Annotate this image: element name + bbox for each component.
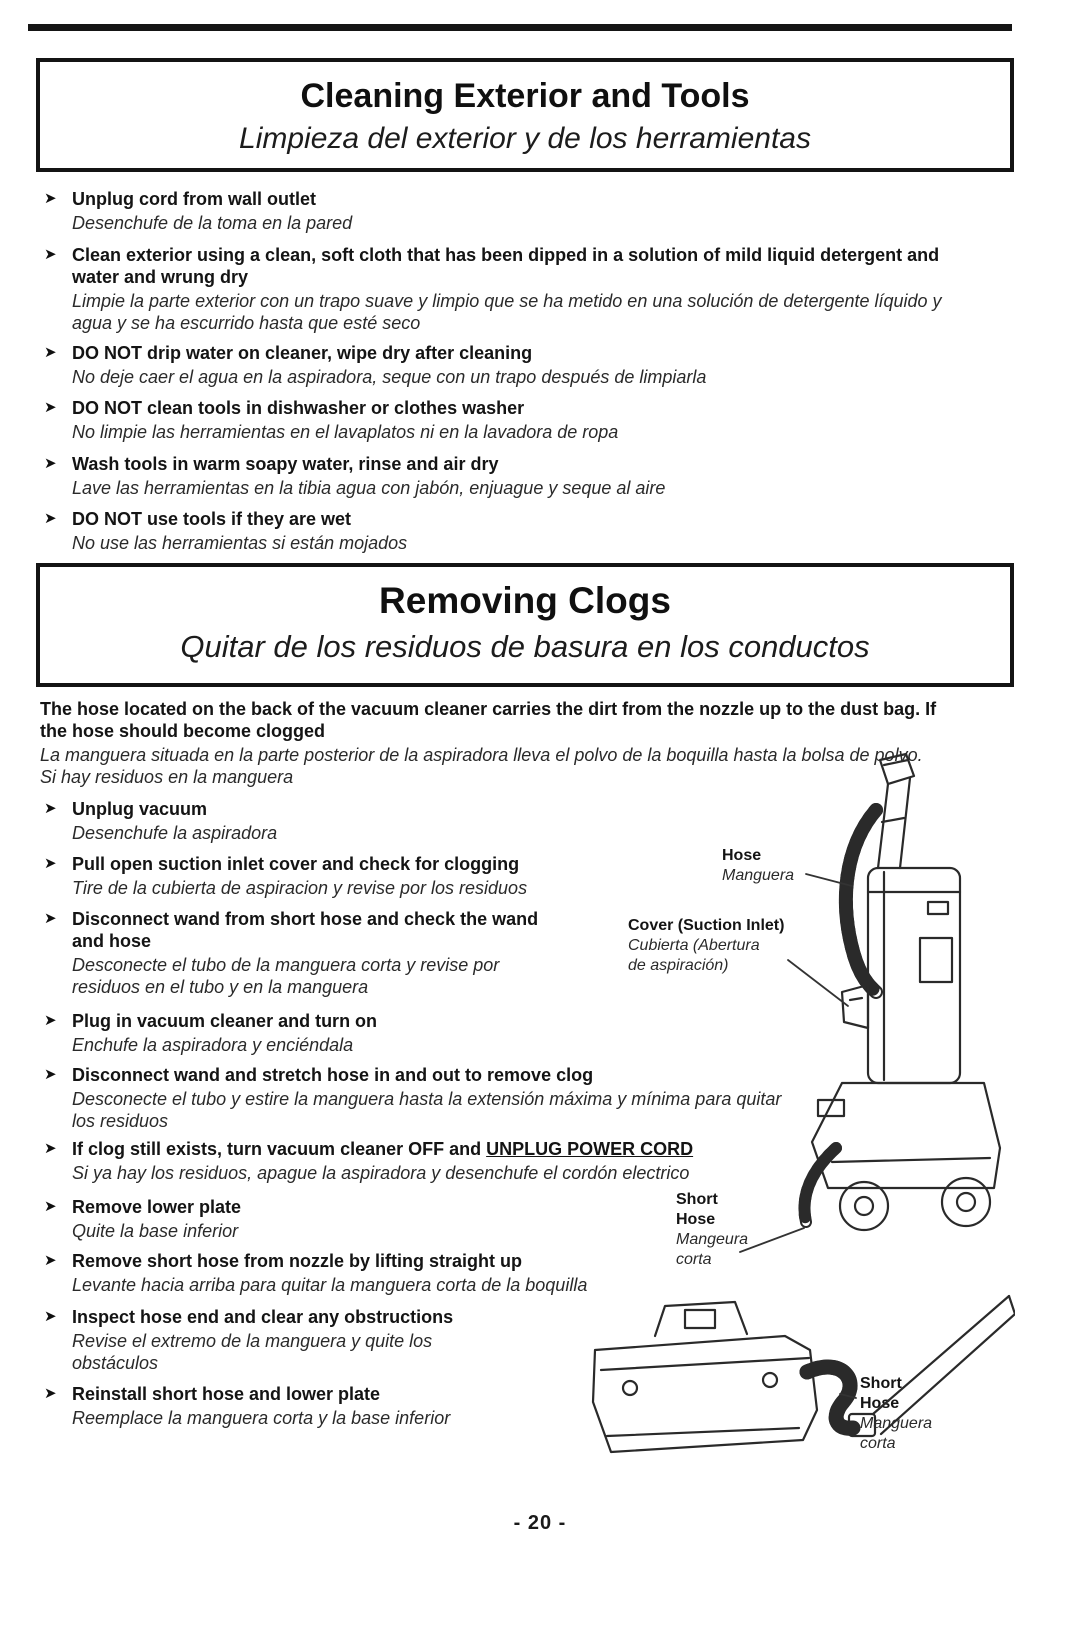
short-hose-upper-en1: Short <box>676 1191 718 1208</box>
instruction-en: Inspect hose end and clear any obstructions <box>72 1307 454 1327</box>
arrow-bullet-icon: ➤ <box>44 1066 57 1083</box>
arrow-bullet-icon: ➤ <box>44 1252 57 1269</box>
instruction-es: No deje caer el agua en la aspiradora, seque con un trapo después de limpiarla <box>72 367 707 387</box>
unplug-power-cord-underline: UNPLUG POWER CORD <box>486 1139 694 1159</box>
clogs-intro-en: The hose located on the back of the vacuum cleaner carries the dirt from the nozzle up to the dust bag. If the hose should become clogged <box>40 699 937 741</box>
arrow-bullet-icon: ➤ <box>44 800 57 817</box>
instruction-en: Unplug cord from wall outlet <box>72 189 316 209</box>
instruction-es: No limpie las herramientas en el lavaplatos ni en la lavadora de ropa <box>72 422 619 442</box>
arrow-bullet-icon: ➤ <box>44 246 57 263</box>
instruction-en: Reinstall short hose and lower plate <box>72 1384 381 1404</box>
instruction-en: Clean exterior using a clean, soft cloth that has been dipped in a solution of mild liquid detergent and water and wrung dry <box>72 245 940 287</box>
instruction-en: Remove short hose from nozzle by lifting straight up <box>72 1251 523 1271</box>
hose-label-en: Hose <box>722 847 762 864</box>
instruction-en: Remove lower plate <box>72 1197 242 1217</box>
hose-label-es: Manguera <box>722 867 795 884</box>
cover-label-es1: Cubierta (Abertura <box>628 937 760 954</box>
cleaning-title-es: Limpieza del exterior y de los herramientas <box>239 122 811 155</box>
arrow-bullet-icon: ➤ <box>44 399 57 416</box>
page-number: - 20 - <box>513 1512 567 1534</box>
instruction-en: Unplug vacuum <box>72 799 208 819</box>
instruction-es: Revise el extremo de la manguera y quite los obstáculos <box>72 1331 433 1373</box>
instruction-es: Reemplace la manguera corta y la base inferior <box>72 1408 451 1428</box>
arrow-bullet-icon: ➤ <box>44 855 57 872</box>
instruction-en: Wash tools in warm soapy water, rinse and air dry <box>72 454 499 474</box>
clogs-intro-es: La manguera situada en la parte posterior de la aspiradora lleva el polvo de la boquilla hasta la bolsa de polvo. Si hay residuos en la manguera <box>40 745 923 787</box>
arrow-bullet-icon: ➤ <box>44 344 57 361</box>
arrow-bullet-icon: ➤ <box>44 1140 57 1157</box>
short-hose-lower-en2: Hose <box>860 1395 900 1412</box>
instruction-en: DO NOT use tools if they are wet <box>72 509 352 529</box>
clogs-title-es: Quitar de los residuos de basura en los conductos <box>180 629 870 664</box>
instruction-en: Plug in vacuum cleaner and turn on <box>72 1011 378 1031</box>
short-hose-lower-es1: Manguera <box>860 1415 933 1432</box>
short-hose-upper-es1: Mangeura <box>676 1231 749 1248</box>
short-hose-upper-en2: Hose <box>676 1211 716 1228</box>
instruction-en-text: If clog still exists, turn vacuum cleaner OFF and <box>72 1139 487 1159</box>
arrow-bullet-icon: ➤ <box>44 1308 57 1325</box>
cleaning-title-en: Cleaning Exterior and Tools <box>300 77 750 115</box>
instruction-es: Levante hacia arriba para quitar la manguera corta de la boquilla <box>72 1275 588 1295</box>
short-hose-lower-en1: Short <box>860 1375 902 1392</box>
arrow-bullet-icon: ➤ <box>44 455 57 472</box>
instruction-en: Disconnect wand from short hose and check the wand and hose <box>72 909 539 951</box>
instruction-es: Lave las herramientas en la tibia agua con jabón, enjuague y seque al aire <box>72 478 666 498</box>
cover-label-en: Cover (Suction Inlet) <box>628 917 785 934</box>
instruction-en: DO NOT drip water on cleaner, wipe dry after cleaning <box>72 343 533 363</box>
cover-label-es2: de aspiración) <box>628 957 729 974</box>
instruction-es: Quite la base inferior <box>72 1221 239 1241</box>
arrow-bullet-icon: ➤ <box>44 190 57 207</box>
instruction-es: Desconecte el tubo de la manguera corta y revise por residuos en el tubo y en la manguera <box>72 955 500 997</box>
instruction-en: Pull open suction inlet cover and check for clogging <box>72 854 520 874</box>
arrow-bullet-icon: ➤ <box>44 910 57 927</box>
instruction-es: Limpie la parte exterior con un trapo suave y limpio que se ha metido en una solución de detergente líquido y agua y se ha escurrido hasta que esté seco <box>72 291 942 333</box>
arrow-bullet-icon: ➤ <box>44 1385 57 1402</box>
arrow-bullet-icon: ➤ <box>44 1012 57 1029</box>
short-hose-lower-es2: corta <box>860 1435 896 1452</box>
clogs-title-en: Removing Clogs <box>379 580 671 621</box>
instruction-es: Desenchufe la aspiradora <box>72 823 278 843</box>
instruction-en: Disconnect wand and stretch hose in and out to remove clog <box>72 1065 594 1085</box>
arrow-bullet-icon: ➤ <box>44 1198 57 1215</box>
arrow-bullet-icon: ➤ <box>44 510 57 527</box>
instruction-es: No use las herramientas si están mojados <box>72 533 408 553</box>
instruction-es: Desconecte el tubo y estire la manguera hasta la extensión máxima y mínima para quitar los residuos <box>72 1089 782 1131</box>
instruction-es: Desenchufe de la toma en la pared <box>72 213 353 233</box>
instruction-es: Enchufe la aspiradora y enciéndala <box>72 1035 354 1055</box>
instruction-es: Tire de la cubierta de aspiracion y revise por los residuos <box>72 878 528 898</box>
instruction-es: Si ya hay los residuos, apague la aspiradora y desenchufe el cordón electrico <box>72 1163 690 1183</box>
instruction-en: DO NOT clean tools in dishwasher or clothes washer <box>72 398 525 418</box>
short-hose-upper-es2: corta <box>676 1251 712 1268</box>
